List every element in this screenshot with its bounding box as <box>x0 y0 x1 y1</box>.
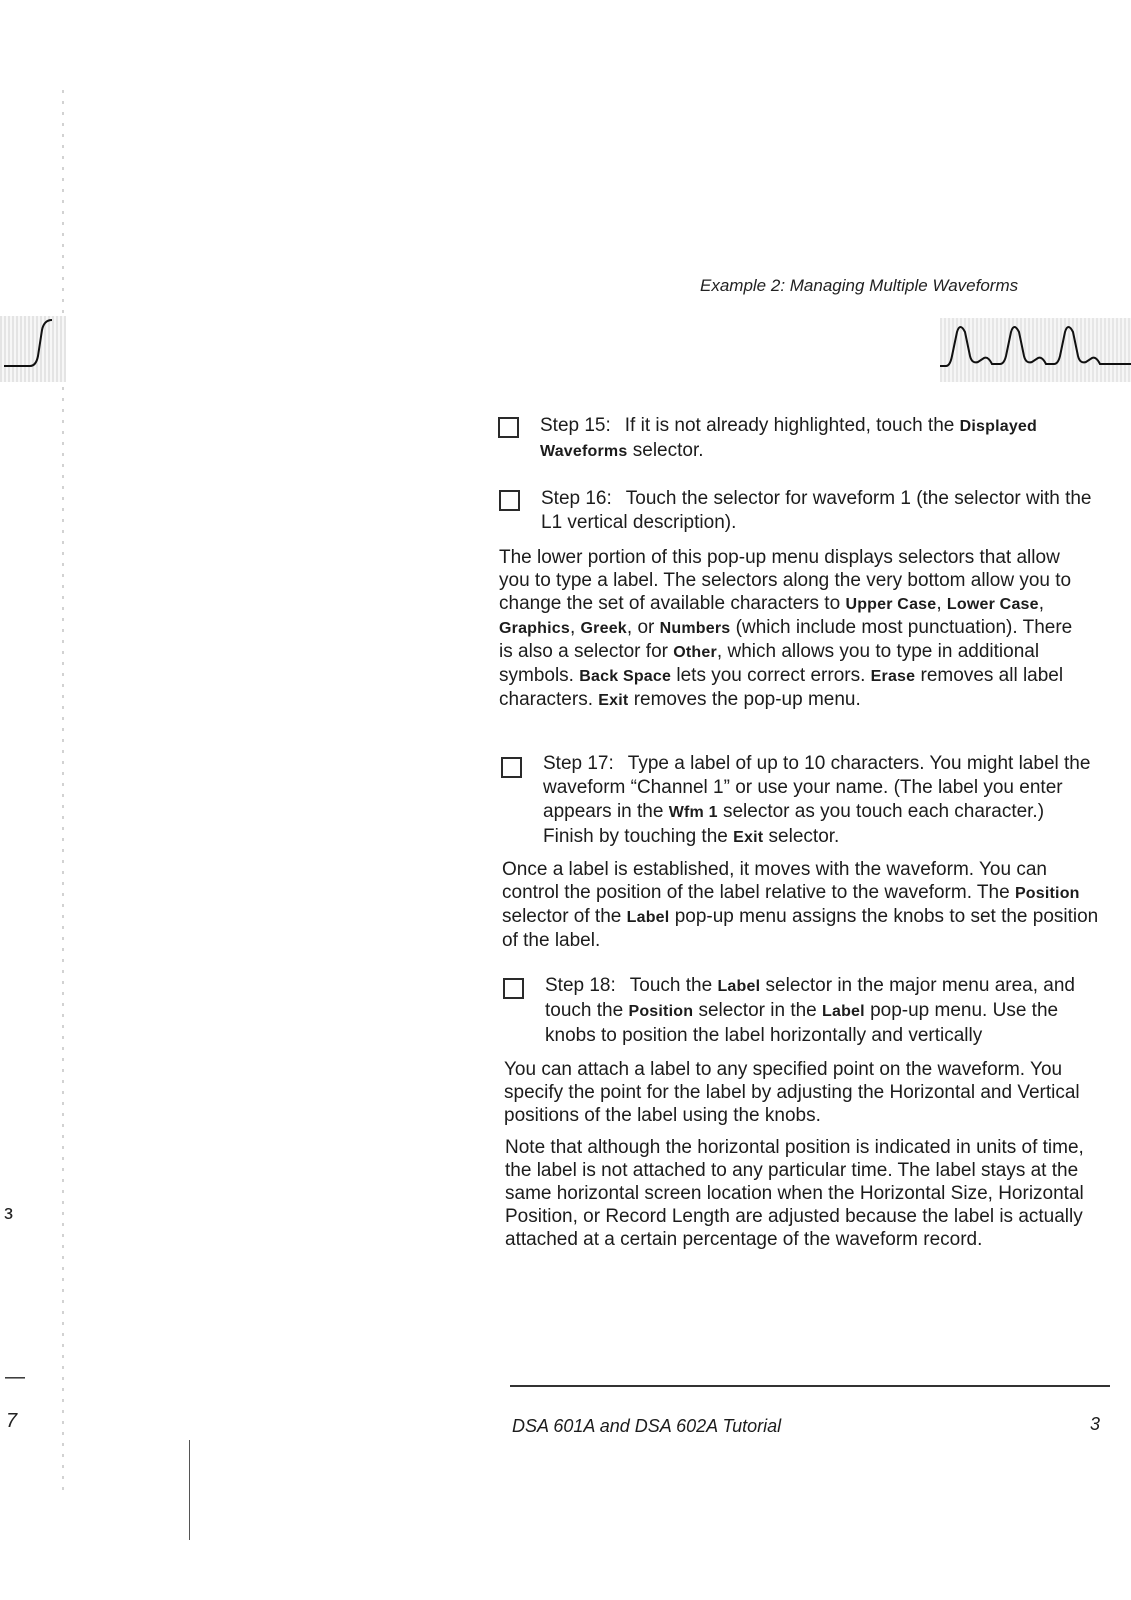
waveform-step-icon <box>0 316 66 382</box>
step-label: Step 17: <box>543 753 614 774</box>
body-paragraph: Note that although the horizontal position is indicated in units of time, the label is not attached to any particular time. The label stays at the same horizontal screen location when the Horizontal Size, Horizontal Position, or Record Length are adjusted because the label is actually attached at a certain percentage of the waveform record. <box>505 1137 1084 1250</box>
page-edge-shadow <box>62 90 64 1490</box>
step-label: Step 16: <box>541 488 612 509</box>
body-paragraph: You can attach a label to any specified point on the waveform. You specify the point for the label by adjusting the Horizontal and Vertical positions of the label using the knobs. <box>504 1059 1080 1126</box>
margin-mark: з <box>4 1202 14 1224</box>
checkbox-icon[interactable] <box>498 417 519 438</box>
checkbox-icon[interactable] <box>499 490 520 511</box>
margin-mark: 7 <box>6 1410 18 1432</box>
displayed-waveforms-selector-name: Displayed <box>959 418 1037 435</box>
waveform-pulse-icon <box>940 318 1131 382</box>
checkbox-icon[interactable] <box>501 757 522 778</box>
body-paragraph: Once a label is established, it moves with the waveform. You can control the position of the label relative to the waveform. The Position selector of the Label pop-up menu assigns the knobs to set the position of the label. <box>502 859 1099 951</box>
step-label: Step 15: <box>540 415 611 436</box>
footer-title: DSA 601A and DSA 602A Tutorial <box>512 1416 782 1436</box>
footer-rule <box>510 1385 1110 1387</box>
page-number: 3 <box>1090 1414 1101 1434</box>
body-paragraph: The lower portion of this pop-up menu displays selectors that allow you to type a label. The selectors along the very bottom allow you to change the set of available characters to Upper Case, Lower Case, Graphics, Greek, or Numbers (which include most punctuation). There is also a selector for Other, which allows you to type in additional symbols. Back Space lets you correct errors. Erase removes all label characters. Exit removes the pop-up menu. <box>499 547 1073 710</box>
binding-line <box>189 1440 190 1540</box>
running-title: Example 2: Managing Multiple Waveforms <box>700 276 1019 295</box>
margin-mark: — <box>5 1366 25 1388</box>
step-label: Step 18: <box>545 975 616 996</box>
checkbox-icon[interactable] <box>503 978 524 999</box>
